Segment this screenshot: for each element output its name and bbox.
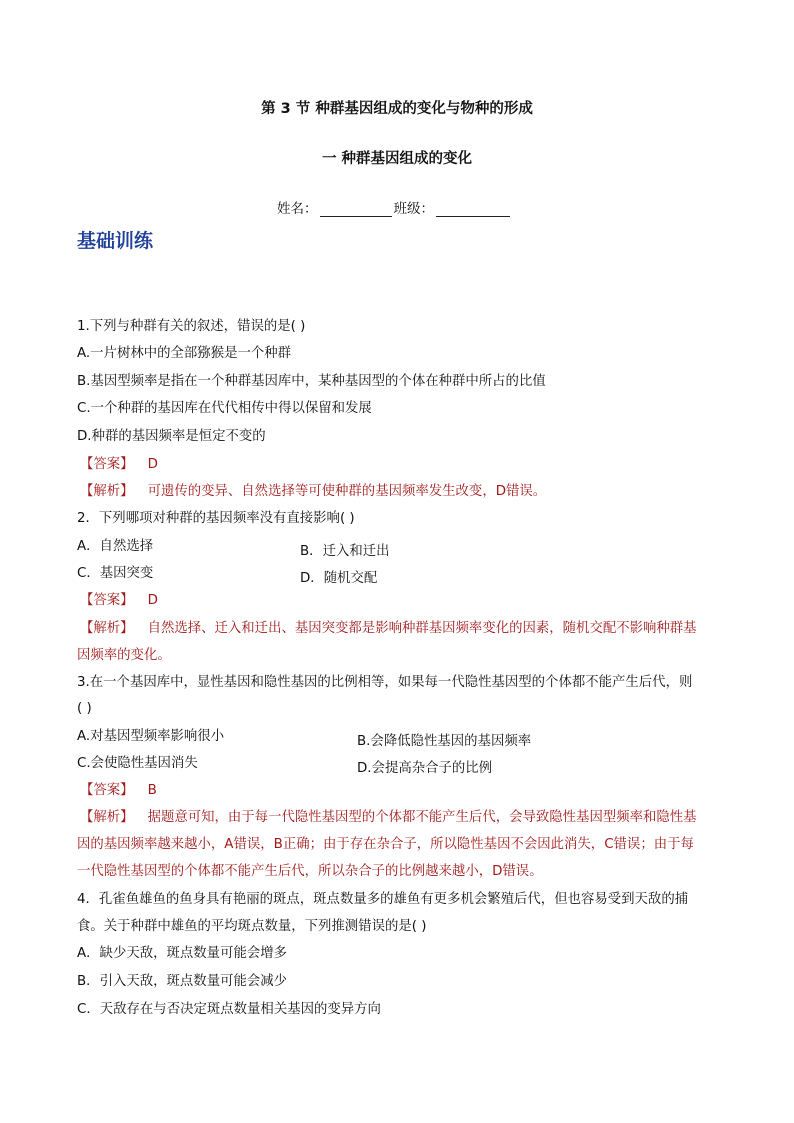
class-label: 班级： [393,201,434,217]
q4-option-c: C．天敌存在与否决定斑点数量相关基因的变异方向 [77,1002,381,1017]
q4-stem: 4．孔雀鱼雄鱼的鱼身具有艳丽的斑点，斑点数量多的雄鱼有更多机会繁殖后代，但也容易受到天敌的捕 [77,892,689,907]
q1-answer-value: D [147,457,158,472]
q3-option-b: B.会降低隐性基因的基因频率 [357,734,532,749]
class-blank[interactable] [436,202,510,217]
q3-explanation-cont-1: 因的基因频率越来越小，A错误，B正确；由于存在杂合子，所以隐性基因不会因此消失，C错误；由于每 [77,837,694,852]
q3-answer-value: B [147,783,157,798]
section-title: 基础训练 [77,230,154,252]
q1-option-b: B.基因型频率是指在一个种群基因库中，某种基因型的个体在种群中所占的比值 [77,374,546,389]
q1-explanation-text: 可遗传的变异、自然选择等可使种群的基因频率发生改变，D错误。 [147,484,547,499]
explain-tag: 【解析】 [80,621,134,636]
q2-option-c: C．基因突变 [77,566,154,581]
q2-option-a: A．自然选择 [77,539,154,554]
q3-stem: 3.在一个基因库中，显性基因和隐性基因的比例相等，如果每一代隐性基因型的个体都不能产生后代，则 [77,675,693,690]
explain-tag: 【解析】 [80,484,134,499]
q2-explanation-text: 自然选择、迁入和迁出、基因突变都是影响种群基因频率变化的因素，随机交配不影响种群基 [147,621,697,636]
q1-option-c: C.一个种群的基因库在代代相传中得以保留和发展 [77,401,372,416]
q3-stem-cont: ( ) [77,701,92,716]
answer-tag: 【答案】 [80,593,134,608]
q3-option-a: A.对基因型频率影响很小 [77,729,225,744]
q1-option-d: D.种群的基因频率是恒定不变的 [77,429,266,444]
q2-answer-value: D [147,593,158,608]
q1-explanation [80,485,546,498]
q3-explanation-cont-2: 一代隐性基因型的个体都不能产生后代，所以杂合子的比例越来越小，D错误。 [77,864,543,879]
chapter-title: 第 3 节 种群基因组成的变化与物种的形成 [261,101,533,117]
q3-explanation-text: 据题意可知，由于每一代隐性基因型的个体都不能产生后代，会导致隐性基因型频率和隐性基 [147,810,697,825]
q4-stem-cont: 食。关于种群中雄鱼的平均斑点数量，下列推测错误的是( ) [77,919,427,934]
q3-option-d: D.会提高杂合子的比例 [357,761,493,776]
q2-explanation-cont: 因频率的变化。 [77,648,171,663]
q3-option-c: C.会使隐性基因消失 [77,756,198,771]
q1-answer [80,458,158,471]
q2-option-d: D．随机交配 [300,571,378,586]
q2-answer [80,594,158,607]
answer-tag: 【答案】 [80,783,134,798]
q1-stem: 1.下列与种群有关的叙述，错误的是( ) [77,319,306,334]
name-blank[interactable] [320,202,392,217]
q3-answer [80,784,157,797]
q2-explanation [80,622,697,635]
answer-tag: 【答案】 [80,457,134,472]
q2-option-b: B．迁入和迁出 [300,544,390,559]
q4-option-b: B．引入天敌，斑点数量可能会减少 [77,974,288,989]
name-label: 姓名： [277,201,318,217]
lesson-title: 一 种群基因组成的变化 [321,151,473,167]
student-info-line [277,197,512,217]
explain-tag: 【解析】 [80,810,134,825]
q3-explanation [80,811,697,824]
q1-option-a: A.一片树林中的全部猕猴是一个种群 [77,346,292,361]
q4-option-a: A．缺少天敌，斑点数量可能会增多 [77,946,288,961]
q2-stem: 2．下列哪项对种群的基因频率没有直接影响( ) [77,511,355,526]
